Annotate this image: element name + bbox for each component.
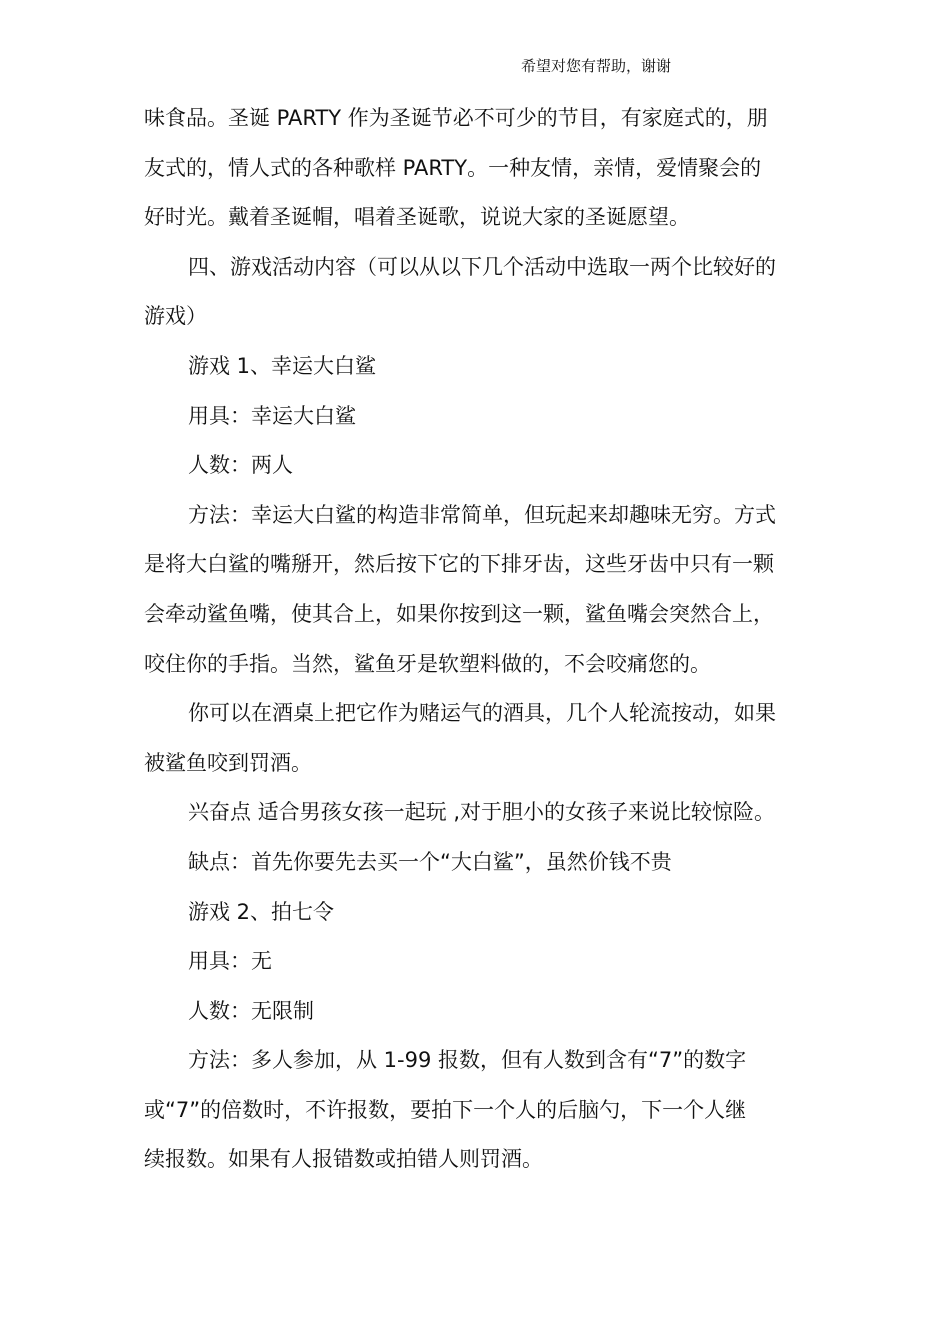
text-line: 咬住你的手指。当然，鲨鱼牙是软塑料做的，不会咬痛您的。 (144, 651, 711, 676)
text-line: 被鲨鱼咬到罚酒。 (144, 750, 312, 775)
text-line: 用具：无 (188, 949, 272, 974)
text-line: 方法：幸运大白鲨的构造非常简单，但玩起来却趣味无穷。方式 (188, 502, 776, 527)
text-line: 用具：幸运大白鲨 (188, 403, 356, 428)
text-line: 会牵动鲨鱼嘴，使其合上，如果你按到这一颗，鲨鱼嘴会突然合上， (144, 601, 774, 626)
document-body (144, 95, 810, 1186)
text-line: 人数：两人 (188, 453, 293, 478)
text-line: 兴奋点 适合男孩女孩一起玩 ,对于胆小的女孩子来说比较惊险。 (188, 800, 776, 825)
text-line: 缺点：首先你要先去买一个“大白鲨”，虽然价钱不贵 (188, 849, 672, 874)
section-heading: 四、游戏活动内容（可以从以下几个活动中选取一两个比较好的 (188, 254, 776, 279)
text-line: 方法：多人参加，从 1-99 报数，但有人数到含有“7”的数字 (188, 1048, 747, 1073)
game-title: 游戏 2、拍七令 (188, 899, 335, 924)
text-line: 味食品。圣诞 PARTY 作为圣诞节必不可少的节目，有家庭式的，朋 (144, 106, 768, 130)
text-line: 人数：无限制 (188, 998, 314, 1023)
text-line: 你可以在酒桌上把它作为赌运气的酒具，几个人轮流按动，如果 (188, 701, 776, 726)
text-line: 或“7”的倍数时，不许报数，要拍下一个人的后脑勺，下一个人继 (144, 1097, 747, 1122)
text-line: 友式的，情人式的各种歌样 PARTY。一种友情，亲情，爱情聚会的 (144, 155, 762, 180)
text-line: 是将大白鲨的嘴掰开，然后按下它的下排牙齿，这些牙齿中只有一颗 (144, 552, 774, 577)
text-line: 续报数。如果有人报错数或拍错人则罚酒。 (144, 1147, 543, 1172)
text-line: 游戏） (144, 304, 207, 329)
text-line: 好时光。戴着圣诞帽，唱着圣诞歌，说说大家的圣诞愿望。 (144, 205, 690, 230)
game-title: 游戏 1、幸运大白鲨 (188, 353, 377, 378)
header-note: 希望对您有帮助，谢谢 (521, 57, 672, 75)
